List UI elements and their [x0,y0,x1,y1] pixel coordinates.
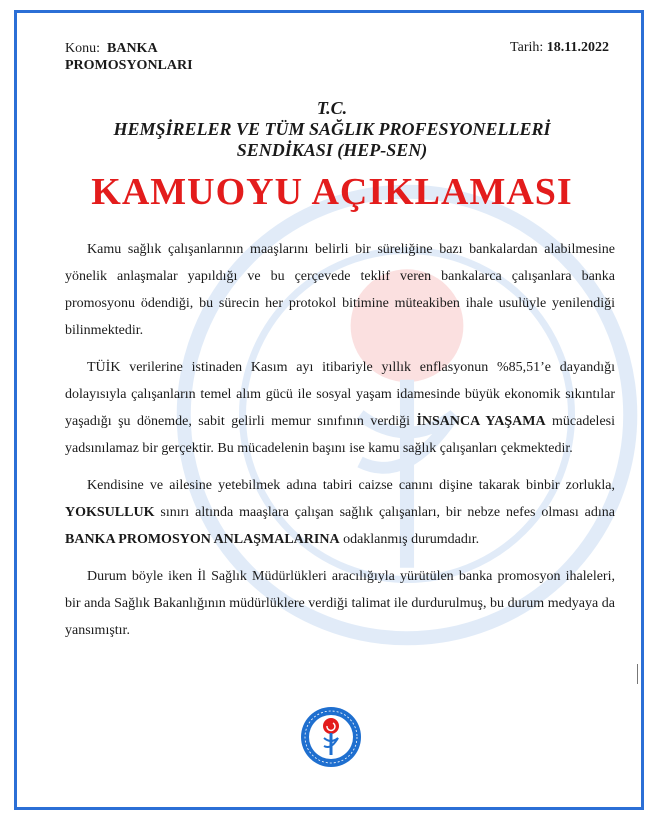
date-value: 18.11.2022 [546,40,609,55]
subject-value-line2: PROMOSYONLARI [65,58,193,73]
paragraph-2-text-b: mücadelesi yadsınılamaz bir gerçektir. Bu mücadelenin başını ise kamu sağlık çalışanları çekmektedir. [65,414,615,456]
paragraph-2-emphasis: İNSANCA YAŞAMA [416,414,546,429]
paragraph-3-text-b: sınırı altında maaşlara çalışan sağlık çalışanları, bir nebze nefes olması adına [154,505,615,520]
paragraph-3-text-a: Kendisine ve ailesine yetebilmek adına tabiri caizse canını dişine takarak binbir zorlukla, [87,478,615,493]
paragraph-3-text-c: odaklanmış durumdadır. [339,532,480,547]
subject-label: Konu: [65,41,100,56]
date-label: Tarih: [510,40,544,55]
subject-block [65,40,193,74]
date-block [510,40,609,56]
paragraph-4: Durum böyle iken İl Sağlık Müdürlükleri aracılığıyla yürütülen banka promosyon ihaleleri, bir anda Sağlık Bakanlığının müdürlüklere verdiği talimat ile durdurulmuş, bu durum medyaya da yansımıştır. [65,569,615,638]
paragraph-3-emphasis-1: YOKSULLUK [65,505,155,520]
scan-mark [637,664,638,684]
hep-sen-emblem-icon [300,706,362,768]
paragraph-2 [65,354,615,462]
document-title: KAMUOYU AÇIKLAMASI [91,171,573,213]
paragraph-1: Kamu sağlık çalışanlarının maaşlarını belirli bir süreliğine bazı bankalardan alabilmesine yönelik anlaşmalar yapıldığı ve bu çerçevede teklif veren bankalarca çalışanlara banka promosyonu ödendiği, bu sürecin her protokol bitimine müteakiben ihale usulüyle yenilendiği bilinmektedir. [65,242,615,338]
paragraph-3 [65,472,615,553]
org-line-union: SENDİKASI (HEP-SEN) [236,140,428,160]
paragraph-3-emphasis-2: BANKA PROMOSYON ANLAŞMALARINA [65,532,340,547]
org-line-tc: T.C. [316,98,348,118]
org-line-name: HEMŞİRELER VE TÜM SAĞLIK PROFESYONELLERİ [113,119,551,139]
statement-body [65,236,615,654]
subject-value-line1: BANKA [107,41,158,56]
organization-heading [0,98,664,161]
paragraph-2-text-a: TÜİK verilerine istinaden Kasım ayı itibariyle yıllık enflasyonun %85,51’e dayandığı dolayısıyla çalışanların temel alım gücü ile sosyal yaşam idamesinde büyük ekonomik sıkıntılar yaşadığı şu dönemde, sabit gelirli memur sınıfının verdiği [65,360,615,429]
